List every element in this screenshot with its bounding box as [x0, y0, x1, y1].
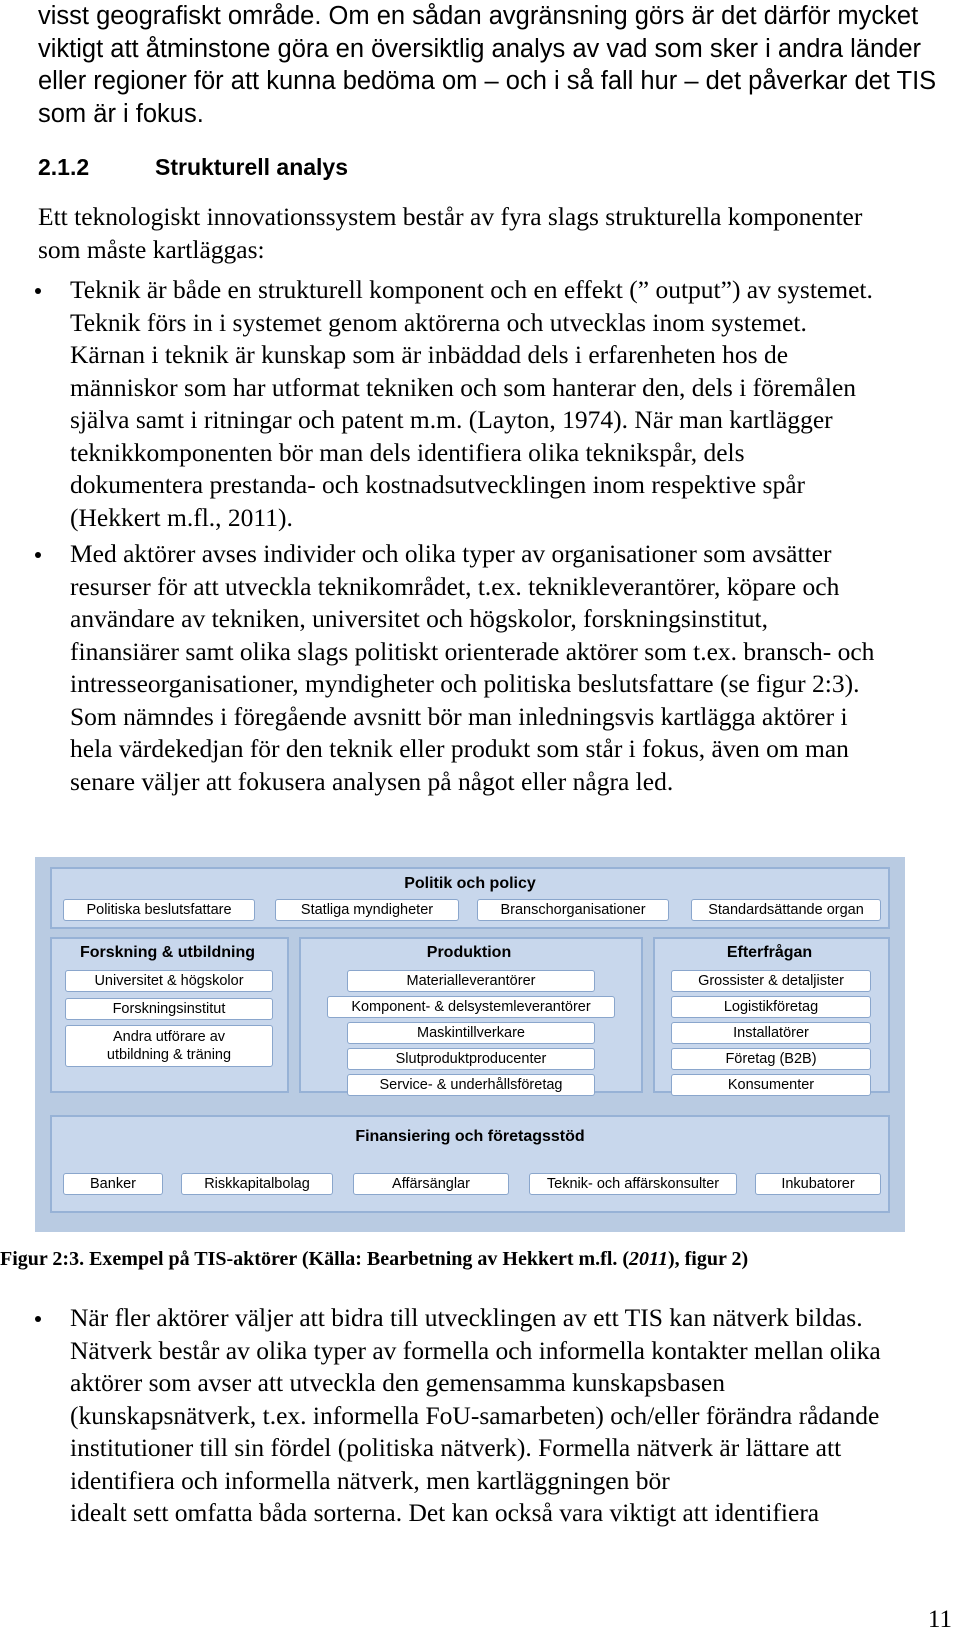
actor-box: Universitet & högskolor — [65, 970, 273, 992]
bullet-aktorer — [70, 538, 940, 798]
text-line: (Hekkert m.fl., 2011). — [70, 502, 293, 532]
bullet-natverk — [70, 1302, 940, 1530]
text-line: resurser för att utveckla teknikområdet, t.ex. teknikleverantörer, köpare och — [70, 571, 840, 601]
actor-box: Banker — [63, 1173, 163, 1195]
text-line: eller regioner för att kunna bedöma om – och i så fall hur – det påverkar det TIS — [38, 67, 937, 95]
actor-box: Statliga myndigheter — [275, 899, 459, 921]
actor-box: Riskkapitalbolag — [181, 1173, 333, 1195]
actor-box: Materialleverantörer — [347, 970, 595, 992]
caption-suffix: ), figur 2) — [667, 1248, 749, 1270]
figure-caption — [0, 1248, 748, 1271]
text-line: Ett teknologiskt innovationssystem består av fyra slags strukturella komponenter — [38, 202, 863, 231]
band-title-finansiering: Finansiering och företagsstöd — [355, 1128, 585, 1145]
text-line: viktigt att åtminstone göra en översiktlig analys av vad som sker i andra länder — [38, 34, 922, 63]
page-number: 11 — [927, 1606, 952, 1633]
actor-box: Konsumenter — [671, 1074, 871, 1096]
section-title: Strukturell analys — [155, 154, 349, 180]
text-line: finansiärer samt olika slags politiskt orienterade aktörer som t.ex. bransch- och — [70, 636, 875, 666]
actor-box: Affärsänglar — [353, 1173, 509, 1195]
actor-box: Logistikföretag — [671, 996, 871, 1018]
actor-box: Företag (B2B) — [671, 1048, 871, 1070]
text-line: idealt sett omfatta båda sorterna. Det kan också vara viktigt att identifiera — [70, 1498, 820, 1527]
bullet-dot-icon — [35, 288, 41, 294]
bullet-dot-icon — [35, 1316, 41, 1322]
text-line: Som nämndes i föregående avsnitt bör man inledningsvis kartlägga aktörer i — [70, 701, 848, 731]
actor-box: Inkubatorer — [755, 1173, 881, 1195]
text-line: Nätverk består av olika typer av formella och informella kontakter mellan olika — [70, 1335, 881, 1365]
actor-box: Teknik- och affärskonsulter — [529, 1173, 737, 1195]
actor-box — [65, 1025, 273, 1067]
text-line: När fler aktörer väljer att bidra till utvecklingen av ett TIS kan nätverk bildas. — [70, 1303, 863, 1332]
text-line: hela värdekedjan för den teknik eller produkt som står i fokus, även om man — [70, 734, 849, 763]
text-line: teknikkomponenten bör man dels identifiera olika teknikspår, dels — [70, 437, 745, 467]
body-paragraph — [38, 201, 938, 266]
band-title-efterfragan: Efterfrågan — [726, 944, 813, 961]
caption-year: 2011 — [629, 1248, 668, 1270]
actor-box: Grossister & detaljister — [671, 970, 871, 992]
bullet-teknik — [70, 274, 940, 534]
text-line: institutioner till sin fördel (politiska nätverk). Formella nätverk är lättare att — [70, 1433, 842, 1462]
text-line: Kärnan i teknik är kunskap som är inbäddad dels i erfarenheten hos de — [70, 340, 789, 369]
text-line: Teknik förs in i systemet genom aktörerna och utvecklas inom systemet. — [70, 307, 807, 337]
actor-box-line: utbildning & träning — [106, 1047, 232, 1063]
text-line: Med aktörer avses individer och olika typer av organisationer som avsätter — [70, 539, 832, 568]
actor-box: Komponent- & delsystemleverantörer — [327, 996, 615, 1018]
text-line: dokumentera prestanda- och kostnadsutvecklingen inom respektive spår — [70, 470, 806, 499]
text-line: som är i fokus. — [38, 99, 204, 128]
actor-box: Installatörer — [671, 1022, 871, 1044]
caption-prefix: Figur 2:3. Exempel på TIS-aktörer (Källa: Bearbetning av Hekkert m.fl. ( — [0, 1248, 630, 1270]
text-line: människor som har utformat tekniken och som hanterar den, dels i föremålen — [70, 372, 857, 402]
text-line: användare av tekniken, universitet och högskolor, forskningsinstitut, — [70, 604, 768, 633]
bullet-dot-icon — [35, 552, 41, 558]
actor-box: Slutproduktproducenter — [347, 1048, 595, 1070]
actor-box: Standardsättande organ — [691, 899, 881, 921]
band-title-produktion: Produktion — [426, 944, 512, 961]
actor-box: Service- & underhållsföretag — [347, 1074, 595, 1096]
text-line: själva samt i ritningar och patent m.m. (Layton, 1974). När man kartlägger — [70, 405, 833, 434]
text-line: (kunskapsnätverk, t.ex. informella FoU-samarbeten) och/eller förändra rådande — [70, 1400, 880, 1430]
actor-box: Politiska beslutsfattare — [63, 899, 255, 921]
tis-actors-figure — [35, 857, 905, 1232]
section-heading — [38, 154, 348, 181]
text-line: senare väljer att fokusera analysen på något eller några led. — [70, 766, 674, 796]
text-line: Teknik är både en strukturell komponent och en effekt (” output”) av systemet. — [70, 275, 873, 304]
actor-box: Forskningsinstitut — [65, 998, 273, 1020]
text-line: aktörer som avser att utveckla den gemensamma kunskapsbasen — [70, 1368, 725, 1397]
intro-paragraph — [38, 0, 938, 130]
band-title-forskning: Forskning & utbildning — [79, 944, 256, 961]
band-title-politik: Politik och policy — [404, 875, 536, 892]
text-line: som måste kartläggas: — [38, 234, 265, 264]
actor-box: Maskintillverkare — [347, 1022, 595, 1044]
actor-box: Branschorganisationer — [477, 899, 669, 921]
section-number: 2.1.2 — [38, 154, 90, 180]
text-line: visst geografiskt område. Om en sådan avgränsning görs är det därför mycket — [38, 2, 919, 30]
text-line: identifiera och informella nätverk, men kartläggningen bör — [70, 1465, 670, 1495]
text-line: intresseorganisationer, myndigheter och politiska beslutsfattare (se figur 2:3). — [70, 669, 860, 698]
actor-box-line: Andra utförare av — [112, 1029, 226, 1045]
